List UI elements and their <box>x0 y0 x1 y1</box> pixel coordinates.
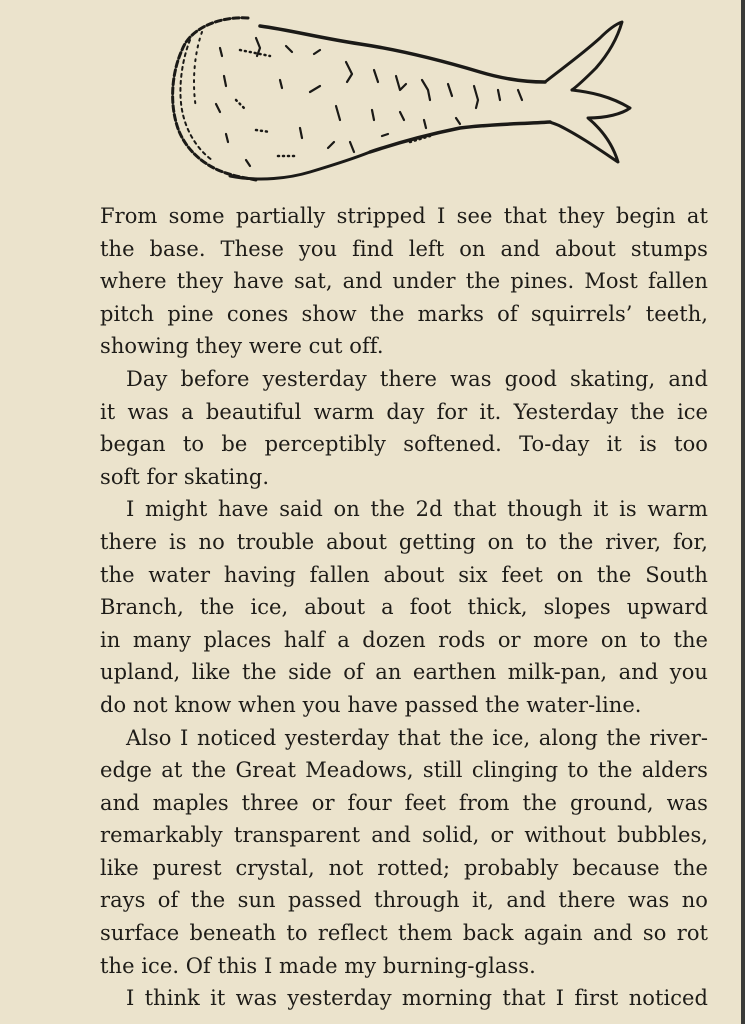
page-edge-shadow <box>741 0 745 1024</box>
pine-cone-sketch-illustration <box>160 10 640 192</box>
paragraph-start-line: Also I noticed yesterday that the ice, along the river- <box>126 725 708 750</box>
paragraph-start-line: I might have said on the 2d that though it is warm <box>126 497 708 522</box>
text-line: pitch pine cones show the marks of squirrels’ teeth, <box>100 301 708 326</box>
text-line: where they have sat, and under the pines. Most fallen <box>100 269 708 294</box>
text-line: began to be perceptibly softened. To-day it is too <box>100 432 708 457</box>
text-line: the water having fallen about six feet on the South <box>100 562 708 587</box>
text-line: in many places half a dozen rods or more on to the <box>100 627 708 652</box>
text-line: and maples three or four feet from the ground, was <box>100 790 708 815</box>
text-line: the base. These you find left on and about stumps <box>100 236 708 261</box>
paragraph-start-line: Day before yesterday there was good skating, and <box>126 366 708 391</box>
text-line: edge at the Great Meadows, still clinging to the alders <box>100 758 708 783</box>
text-line: there is no trouble about getting on to the river, for, <box>100 529 708 554</box>
text-line: rays of the sun passed through it, and there was no <box>100 888 708 913</box>
text-line: do not know when you have passed the water-line. <box>100 692 642 717</box>
text-line: the ice. Of this I made my burning-glass. <box>100 953 536 978</box>
text-line: like purest crystal, not rotted; probably because the <box>100 855 708 880</box>
text-line: showing they were cut off. <box>100 334 384 359</box>
text-line: soft for skating. <box>100 464 270 489</box>
text-line: remarkably transparent and solid, or without bubbles, <box>100 823 708 848</box>
text-line: From some partially stripped I see that they begin at <box>100 204 708 228</box>
paragraph-start-line: I think it was yesterday morning that I first noticed <box>126 986 708 1011</box>
text-line: Branch, the ice, about a foot thick, slopes upward <box>100 595 708 620</box>
text-line: upland, like the side of an earthen milk-pan, and you <box>100 660 708 685</box>
text-line: surface beneath to reflect them back again and so rot <box>100 921 708 946</box>
text-line: it was a beautiful warm day for it. Yesterday the ice <box>100 399 708 424</box>
document-body <box>100 200 708 1015</box>
